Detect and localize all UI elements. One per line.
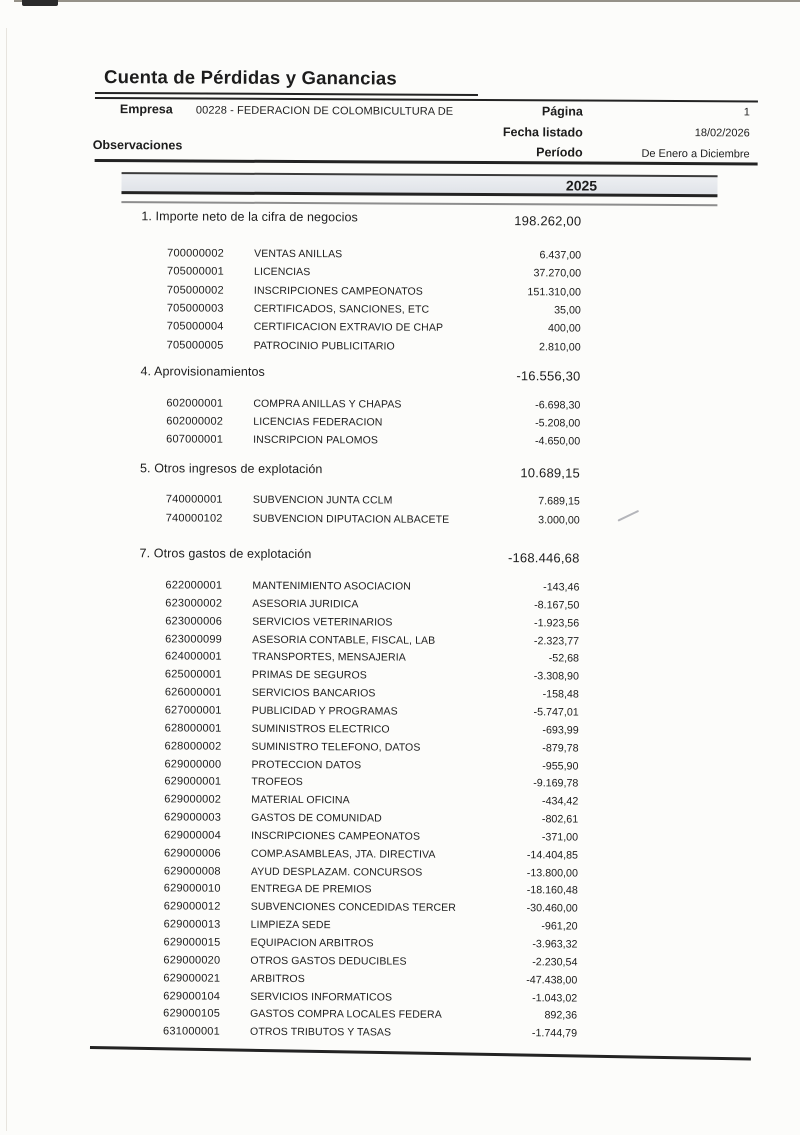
account-value: -693,99 — [542, 724, 579, 737]
account-name: INSCRIPCION PALOMOS — [253, 433, 379, 447]
account-row — [0, 721, 797, 739]
account-code: 629000003 — [164, 811, 222, 824]
year-label: 2025 — [565, 177, 598, 194]
account-code: 629000002 — [164, 793, 222, 806]
account-value: 2.810,00 — [539, 340, 581, 354]
account-code: 602000002 — [166, 415, 224, 428]
account-value: -371,00 — [541, 831, 579, 844]
account-row — [0, 492, 798, 510]
account-value: -6.698,30 — [535, 399, 581, 412]
account-name: PUBLICIDAD Y PROGRAMAS — [251, 704, 398, 718]
account-name: PROTECCION DATOS — [251, 758, 362, 771]
account-code: 629000000 — [164, 757, 222, 771]
account-row — [0, 265, 799, 283]
account-value: -1.744,79 — [531, 1027, 578, 1040]
account-code: 629000001 — [164, 775, 222, 788]
account-value: -52,68 — [548, 652, 580, 665]
section-total: 198.262,00 — [514, 213, 582, 229]
account-value: -1.923,56 — [534, 616, 580, 630]
account-name: ASESORIA JURIDICA — [252, 597, 359, 611]
account-value: -879,78 — [542, 741, 579, 755]
account-value: 37.270,00 — [533, 267, 582, 280]
account-row — [0, 935, 796, 953]
account-row — [0, 900, 796, 918]
fecha-listado-value: 18/02/2026 — [694, 127, 750, 140]
report-title: Cuenta de Pérdidas y Ganancias — [104, 66, 397, 89]
account-value: 3.000,00 — [538, 513, 580, 527]
account-value: 6.437,00 — [539, 249, 582, 262]
account-value: 151.310,00 — [527, 285, 581, 299]
account-row — [0, 989, 795, 1007]
empresa-label: Empresa — [119, 102, 173, 117]
account-name: ENTREGA DE PREMIOS — [250, 883, 372, 896]
account-row — [0, 686, 797, 704]
account-name: EQUIPACION ARBITROS — [250, 936, 374, 950]
account-code: 629000008 — [163, 864, 221, 878]
section-total: -168.446,68 — [507, 550, 580, 566]
account-name: MANTENIMIENTO ASOCIACION — [252, 579, 411, 593]
account-code: 602000001 — [166, 397, 224, 410]
account-value: -47.438,00 — [526, 973, 578, 987]
account-row — [0, 971, 795, 989]
account-name: CERTIFICADOS, SANCIONES, ETC — [253, 302, 430, 316]
account-value: -955,90 — [542, 759, 579, 773]
account-code: 631000001 — [163, 1025, 220, 1038]
account-row — [0, 739, 797, 757]
account-value: -802,61 — [541, 813, 579, 826]
account-code: 700000002 — [167, 247, 225, 260]
account-name: GASTOS COMPRA LOCALES FEDERA — [250, 1008, 442, 1022]
section-title: 7. Otros gastos de explotación — [139, 546, 312, 562]
account-code: 629000010 — [163, 882, 221, 896]
pagina-label: Página — [541, 104, 583, 119]
account-name: CERTIFICACION EXTRAVIO DE CHAP — [253, 320, 444, 334]
section-title: 5. Otros ingresos de explotación — [139, 461, 323, 477]
account-name: SUMINISTROS ELECTRICO — [251, 722, 390, 736]
account-row — [0, 668, 797, 686]
account-code: 705000003 — [166, 302, 224, 315]
account-row — [0, 614, 797, 632]
account-row — [0, 578, 797, 596]
account-row — [0, 432, 798, 450]
account-code: 629000021 — [163, 972, 221, 985]
account-row — [0, 396, 798, 414]
account-name: ASESORIA CONTABLE, FISCAL, LAB — [252, 633, 436, 647]
account-value: -9.169,78 — [533, 777, 579, 790]
account-row — [0, 918, 796, 936]
account-value: 35,00 — [554, 304, 581, 317]
account-name: OTROS TRIBUTOS Y TASAS — [250, 1026, 392, 1039]
account-code: 628000001 — [164, 722, 222, 735]
account-name: TROFEOS — [251, 776, 303, 789]
section-total: -16.556,30 — [516, 368, 581, 384]
account-code: 629000013 — [163, 918, 221, 931]
account-code: 628000002 — [164, 739, 222, 753]
account-value: -158,48 — [542, 688, 579, 701]
account-name: ARBITROS — [250, 972, 305, 985]
account-name: INSCRIPCIONES CAMPEONATOS — [251, 829, 421, 843]
account-code: 629000015 — [163, 936, 221, 949]
account-name: LIMPIEZA SEDE — [250, 918, 331, 932]
account-value: -2.323,77 — [533, 634, 580, 648]
account-value: -30.460,00 — [526, 902, 578, 915]
account-value: -18.160,48 — [526, 884, 578, 897]
account-name: SUBVENCION JUNTA CCLM — [252, 493, 393, 507]
account-row — [0, 703, 797, 721]
account-row — [0, 811, 796, 829]
account-row — [0, 511, 798, 529]
account-code: 629000020 — [163, 954, 221, 967]
account-row — [0, 1025, 795, 1043]
account-code: 705000004 — [166, 320, 224, 333]
account-value: 892,36 — [544, 1009, 578, 1022]
account-row — [0, 632, 797, 650]
account-value: -434,42 — [541, 795, 579, 808]
account-name: COMP.ASAMBLEAS, JTA. DIRECTIVA — [250, 847, 436, 861]
account-value: 7.689,15 — [538, 495, 580, 508]
account-name: COMPRA ANILLAS Y CHAPAS — [253, 397, 402, 411]
account-value: -2.230,54 — [532, 956, 578, 969]
account-name: AYUD DESPLAZAM. CONCURSOS — [250, 865, 423, 879]
account-row — [0, 650, 797, 668]
account-row — [0, 338, 799, 356]
account-name: SUBVENCIONES CONCEDIDAS TERCER — [250, 901, 457, 915]
account-value: -14.404,85 — [526, 848, 579, 862]
account-code: 740000102 — [165, 511, 223, 525]
account-row — [0, 864, 796, 882]
account-row — [0, 846, 796, 864]
account-row — [0, 1007, 795, 1025]
account-row — [0, 283, 799, 301]
account-code: 626000001 — [164, 686, 222, 699]
account-code: 629000105 — [163, 1007, 221, 1021]
account-name: SUBVENCION DIPUTACION ALBACETE — [252, 512, 450, 526]
account-name: PATROCINIO PUBLICITARIO — [253, 339, 395, 353]
fecha-listado-label: Fecha listado — [502, 125, 583, 140]
section-title: 4. Aprovisionamientos — [140, 364, 265, 379]
account-code: 623000002 — [165, 597, 223, 610]
section-total: 10.689,15 — [520, 465, 581, 481]
account-value: -961,20 — [541, 920, 578, 933]
account-name: LICENCIAS — [254, 266, 311, 279]
empresa-value: 00228 - FEDERACION DE COLOMBICULTURA DE — [195, 104, 454, 118]
account-value: 400,00 — [548, 322, 581, 335]
account-row — [0, 301, 799, 319]
account-name: SERVICIOS BANCARIOS — [251, 686, 376, 700]
account-code: 623000006 — [165, 615, 223, 628]
account-row — [0, 775, 796, 793]
account-row — [0, 953, 795, 971]
account-row — [0, 828, 796, 846]
account-row — [0, 246, 799, 264]
pagina-value: 1 — [743, 106, 750, 119]
account-name: PRIMAS DE SEGUROS — [251, 669, 367, 682]
account-code: 627000001 — [164, 704, 222, 717]
account-row — [0, 596, 797, 614]
account-value: -4.650,00 — [534, 435, 581, 448]
account-code: 705000001 — [167, 265, 224, 278]
account-code: 629000004 — [164, 829, 221, 842]
account-name: SUMINISTRO TELEFONO, DATOS — [251, 740, 421, 754]
account-code: 705000002 — [166, 283, 224, 297]
account-value: -3.308,90 — [533, 670, 579, 683]
account-value: -13.800,00 — [526, 866, 578, 880]
account-value: -5.747,01 — [533, 706, 579, 719]
account-code: 629000012 — [163, 900, 221, 913]
account-code: 629000104 — [163, 989, 221, 1003]
account-name: SERVICIOS INFORMATICOS — [250, 990, 393, 1004]
account-code: 622000001 — [165, 579, 223, 592]
account-row — [0, 757, 796, 775]
account-value: -5.208,00 — [535, 417, 581, 430]
account-code: 625000001 — [164, 668, 222, 681]
account-row — [0, 882, 796, 900]
account-value: -1.043,02 — [532, 991, 578, 1005]
account-value: -3.963,32 — [532, 938, 578, 951]
account-name: TRANSPORTES, MENSAJERIA — [252, 651, 406, 664]
periodo-label: Período — [536, 145, 583, 160]
periodo-value: De Enero a Diciembre — [641, 147, 750, 161]
account-name: GASTOS DE COMUNIDAD — [251, 811, 382, 825]
account-code: 623000099 — [165, 632, 223, 646]
account-name: SERVICIOS VETERINARIOS — [252, 615, 393, 629]
account-value: -143,46 — [543, 581, 580, 594]
account-code: 607000001 — [166, 433, 224, 446]
account-name: LICENCIAS FEDERACION — [253, 415, 383, 429]
account-name: OTROS GASTOS DEDUCIBLES — [250, 954, 407, 968]
account-row — [0, 320, 799, 338]
account-code: 705000005 — [166, 338, 224, 352]
account-value: -8.167,50 — [534, 599, 580, 612]
account-name: MATERIAL OFICINA — [251, 793, 350, 807]
account-row — [0, 793, 796, 811]
observaciones-label: Observaciones — [92, 137, 183, 153]
account-row — [0, 414, 798, 432]
account-name: INSCRIPCIONES CAMPEONATOS — [253, 284, 423, 298]
account-name: VENTAS ANILLAS — [254, 247, 343, 261]
account-code: 740000001 — [165, 493, 223, 506]
account-code: 624000001 — [165, 650, 222, 664]
section-title: 1. Importe neto de la cifra de negocios — [141, 209, 358, 225]
account-code: 629000006 — [163, 847, 221, 860]
